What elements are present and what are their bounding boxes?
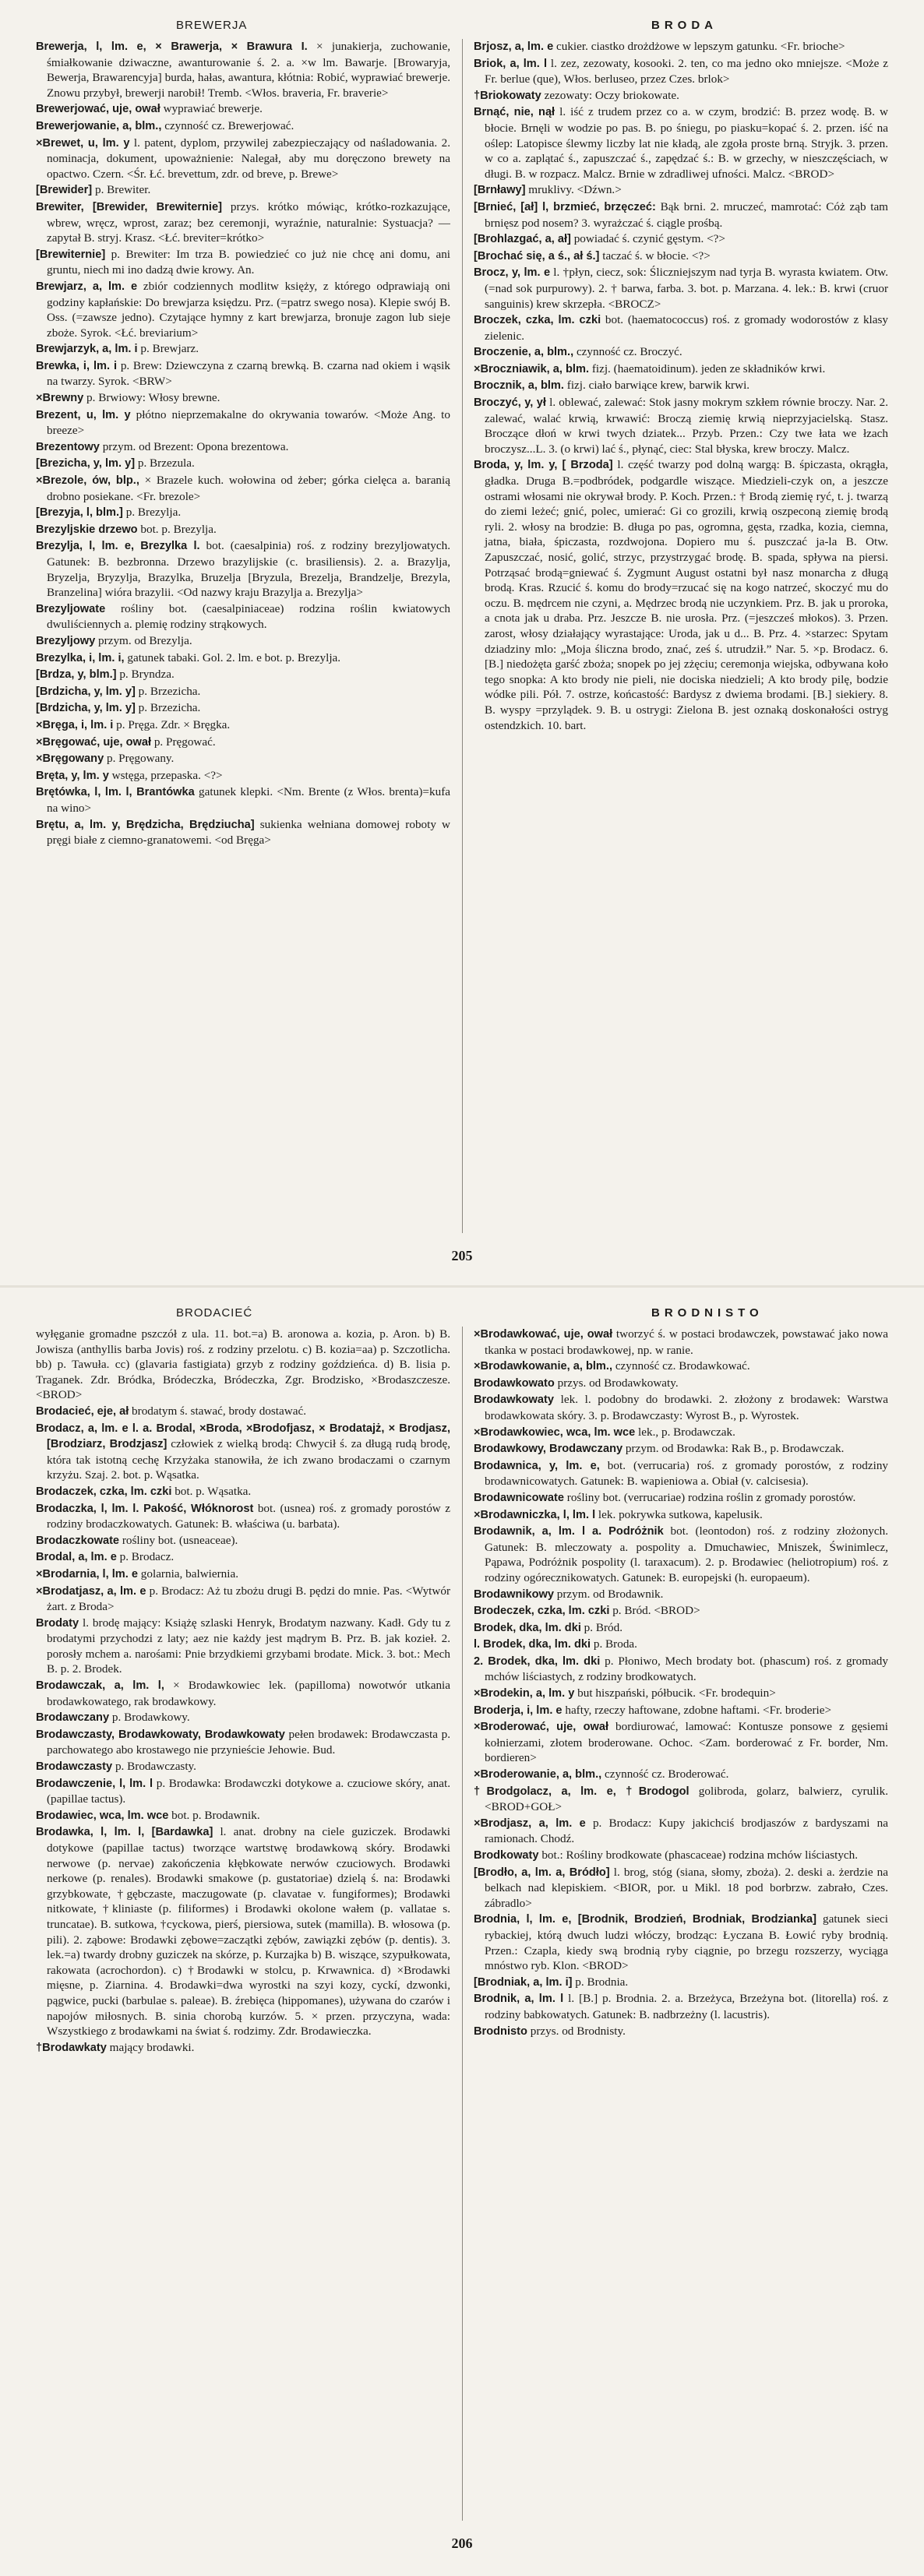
entry-definition: przys. krótko mówiąc, krótko-rozkazujące, wbrew, wręcz, wprost, zaraz; bez ceremonji, wyraźnie, naturalnie: Systuacja? — zapytał B. stryj. Krasz. <Łć. breviter=krótko> bbox=[47, 199, 450, 245]
entry-headword: Broczenie, a, blm., bbox=[474, 346, 574, 359]
entry-definition: zezowaty: Oczy briokowate. bbox=[544, 88, 679, 102]
entry-headword: Brodaczka, l, lm. l. Pakość, Włóknorost bbox=[36, 1502, 254, 1515]
entry-definition: czynność cz. Brodawkować. bbox=[615, 1359, 750, 1373]
entry-definition: l. zez, zezowaty, kosooki. 2. ten, co ma jedno oko mniejsze. <Może z Fr. berlue (que), Włos. berluseo, przez Czes. brlok> bbox=[485, 56, 888, 86]
dictionary-entry bbox=[474, 1686, 888, 1702]
entry-definition: l. [B.] p. Brodnia. 2. a. Brzeżyca, Brzeżyna bot. (litorella) roś. z rodziny babkowatych. Gatunek: B. nadbrzeżny (l. lacustris). bbox=[485, 1992, 888, 2021]
entry-headword: Brodawnicowate bbox=[474, 1491, 564, 1504]
dictionary-entry bbox=[36, 784, 450, 816]
page-number: 205 bbox=[451, 1248, 473, 1263]
entry-definition: tworzyć ś. w postaci brodawczek, powstawać jako nowa tkanka w postaci brodawkowej, np. w ranie. bbox=[485, 1327, 888, 1357]
entry-headword: [Brezicha, y, lm. y] bbox=[36, 457, 136, 470]
entry-headword: ×Brodarnia, l, lm. e bbox=[36, 1567, 138, 1580]
dictionary-entry bbox=[36, 39, 450, 100]
entry-definition: l. brodę mający: Książę szlaski Henryk, Brodatym nazwany. Kadł. Gdy tu z brodatymi przychodzi z laty; aez nie każdy jest mądrym B. Prz. B. jak kozieł. 2. porosły mchem a. narośami: Pnie brzydkiemi grzybami brodate. Mick. 3. bot.: Mech B. p. 2. Brodek. bbox=[47, 1616, 450, 1676]
entry-definition: przym. od Brodawnik. bbox=[556, 1587, 664, 1601]
entry-headword: Briok, a, lm. l bbox=[474, 57, 548, 70]
dictionary-entry bbox=[36, 1566, 450, 1583]
entry-definition: l. †płyn, ciecz, sok: Śliczniejszym nad tyrja B. wyrasta kwiatem. Otw. (=nad sok purpurowy). 2. † barwa, farba. 3. bot. p. Marzana. 4. lek.: B. krwi (cruor sanguinis) krew skrzepła. <BROCZ> bbox=[485, 266, 888, 311]
entry-definition: bot.: Rośliny brodkowate (phascaceae) rodzina mchów liściastych. bbox=[541, 1848, 859, 1862]
entry-headword: ×Brodawniczka, l, lm. l bbox=[474, 1508, 596, 1521]
entry-headword: ×Broderowanie, a, blm., bbox=[474, 1768, 602, 1781]
entry-headword: Brezylka, i, lm. i, bbox=[36, 651, 125, 664]
entry-definition: zbiór codziennych modlitw księży, z którego odprawiają oni godziny kapłańskie: Do brewjarza księdzu. Prz. (=patrz swego nosa). Klepie swój B. Oss. (=zawsze jedno). Czytające hymny z kart brewjarza, bronuje zagon lub sieje zboże. Syrok. <Łć. breviarium> bbox=[47, 279, 450, 340]
dictionary-entry bbox=[474, 1816, 888, 1847]
entry-definition: wyprawiać brewerje. bbox=[163, 102, 263, 116]
entry-definition: p. Płoniwo, Mech brodaty bot. (phascum) roś. z gromady mchów liściastych, z rodziny brodkowatych. bbox=[485, 1654, 888, 1684]
entry-definition: gatunek tabaki. Gol. 2. lm. e bot. p. Brezylja. bbox=[127, 650, 341, 664]
dictionary-entry bbox=[36, 456, 450, 472]
dictionary-entry bbox=[474, 1327, 888, 1358]
dictionary-entry bbox=[474, 378, 888, 394]
entry-definition: p. Brew: Dziewczyna z czarną brewką. B. czarna nad okiem i wąsik na twarzy. Syrok. <BRW> bbox=[47, 358, 450, 389]
dictionary-entry bbox=[474, 1703, 888, 1719]
dictionary-entry bbox=[474, 39, 888, 55]
entry-definition: l. brog, stóg (siana, słomy, zboża). 2. deski a. żerdzie na belkach nad klepiskiem. <BIOR, por. u Mikl. 18 pod borbrzw. zabrało, Czes. zábradlo> bbox=[485, 1865, 888, 1910]
entry-headword: [Brnławy] bbox=[474, 184, 526, 197]
dictionary-entry bbox=[474, 457, 888, 733]
entry-headword: ×Bręgować, uje, ował bbox=[36, 735, 152, 749]
dictionary-entry bbox=[474, 1524, 888, 1585]
entry-definition: p. Brodacz: Kupy jakichciś brodjaszów z bardyszami na ramionach. Chodź. bbox=[485, 1816, 888, 1846]
dictionary-entry bbox=[474, 395, 888, 456]
page-number: 206 bbox=[451, 2535, 473, 2551]
entry-headword: Brodawnik, a, lm. l a. Podróżnik bbox=[474, 1525, 664, 1538]
entry-definition: bot. p. Wąsatka. bbox=[175, 1484, 252, 1498]
entry-definition: p. Pręgować. bbox=[153, 735, 216, 749]
dictionary-entry bbox=[36, 1421, 450, 1483]
dictionary-entry bbox=[474, 361, 888, 378]
entry-headword: Brezyljowate bbox=[36, 602, 106, 615]
dictionary-entry bbox=[36, 182, 450, 199]
entry-headword: ×Brodatjasz, a, lm. e bbox=[36, 1584, 146, 1598]
entry-headword: Brnąć, nie, nął bbox=[474, 106, 555, 119]
entry-headword: Brewiter, [Brewider, Brewiternie] bbox=[36, 200, 222, 213]
dictionary-entry bbox=[36, 700, 450, 717]
entry-definition: powiadać ś. czynić gęstym. <?> bbox=[573, 232, 725, 246]
dictionary-entry bbox=[36, 1533, 450, 1549]
dictionary-entry bbox=[36, 522, 450, 538]
entry-definition: wyłęganie gromadne pszczół z ula. 11. bot.=a) B. aronowa a. kozia, p. Aron. b) B. Jowisza (anthyllis barba Jovis) roś. z rodziny przelotu. c) B. kozia=aa) p. Szczotlicha. bb) p. Tawuła. cc) (glavaria fastigiata) grzyb z rodziny goździeńca. d) B. lisia p. Traganek. Zdr. Bródka, Bródeczka, Bródeczka, Zgr. Brodzisko, ×Brodaszczesze. <BROD> bbox=[36, 1327, 450, 1402]
dictionary-entry bbox=[36, 717, 450, 734]
entry-headword: Brodawczasty bbox=[36, 1760, 113, 1774]
entry-headword: l. Brodek, dka, lm. dki bbox=[474, 1638, 591, 1651]
entry-definition: p. Brodacz. bbox=[119, 1550, 175, 1564]
entry-definition: l. oblewać, zalewać: Stok jasny mokrym szkłem równie broczy. Nar. 2. zalewać, walać krwią, krwawić: Broczą ziemię krwią nieprzyjacielską. Stasz. Broczące dłoń w krwi twych dziatek... Przyb. Przen.: Czy twe łata we łzach broczysz...L. 3. (o krwi) lać ś., płynąć, ciec: Stal błyska, krew broczy. Malcz. bbox=[485, 396, 888, 456]
entry-definition: gatunek klepki. <Nm. Brente (z Włos. brenta)=kufa na wino> bbox=[47, 785, 450, 815]
entry-headword: Broczek, czka, lm. czki bbox=[474, 314, 601, 327]
entry-definition: p. Brodnia. bbox=[575, 1975, 629, 1989]
entry-definition: but hiszpański, półbucik. <Fr. brodequin> bbox=[577, 1686, 776, 1700]
entry-definition: mruklivy. <Dźwn.> bbox=[528, 183, 622, 197]
dictionary-entry bbox=[36, 768, 450, 784]
entry-headword: †Brodgolacz, a, lm. e, †Brodogol bbox=[474, 1785, 689, 1798]
entry-headword: Brodkowaty bbox=[474, 1849, 539, 1862]
entry-headword: [Brewider] bbox=[36, 184, 93, 197]
entry-headword: Brewka, i, lm. i bbox=[36, 359, 118, 372]
dictionary-entry bbox=[36, 1710, 450, 1726]
entry-definition: człowiek z wielką brodą: Chwycił ś. za długą rudą brodę, która tak istotną cechę Krzyżaka stanowiła, że ich zwano brodaczami o czarnym krzyżu. Szaj. 2. bot. p. Wąsatka. bbox=[47, 1437, 450, 1482]
running-head-right: BRODNISTO bbox=[651, 1306, 764, 1320]
dictionary-entry bbox=[36, 1404, 450, 1420]
entry-headword: ×Broczniawik, a, blm. bbox=[474, 362, 590, 375]
dictionary-entry bbox=[474, 1991, 888, 2022]
entry-definition: l. patent, dyplom, przywilej zabezpieczający od naśladowania. 2. nominacja, dokument, upoważnienie: Nalegał, aby mu doręczono brewety na opactwo. Czern. <Śr. Łć. brevettum, zdr. od breve, p. Brewe> bbox=[47, 136, 450, 181]
right-column bbox=[474, 39, 888, 1233]
entry-headword: Brodawkowy, Brodawczany bbox=[474, 1443, 623, 1456]
entry-definition: sukienka wełniana domowej roboty w pręgi białe z ciemno-granatowemi. <od Bręga> bbox=[47, 817, 450, 848]
entry-headword: Brodaczek, czka, lm. czki bbox=[36, 1485, 172, 1498]
entry-headword: ×Brodjasz, a, lm. e bbox=[474, 1817, 586, 1830]
entry-headword: Brezyljowy bbox=[36, 634, 96, 647]
entry-definition: przys. od Brodawkowaty. bbox=[557, 1376, 679, 1390]
entry-definition: × Brodawkowiec lek. (papilloma) nowotwór utkania brodawkowatego, rak brodawkowy. bbox=[47, 1679, 450, 1708]
entry-definition: rośliny bot. (caesalpiniaceae) rodzina roślin kwiatowych dwuliściennych a. plemię rodziny strąkowych. bbox=[47, 601, 450, 632]
entry-headword: ×Brodawkowanie, a, blm., bbox=[474, 1360, 613, 1373]
entry-headword: Brezent, u, lm. y bbox=[36, 408, 131, 421]
entry-definition: czynność cz. Broderować. bbox=[605, 1767, 729, 1781]
entry-headword: Brewerjowanie, a, blm., bbox=[36, 119, 162, 132]
entry-headword: Brodacz, a, lm. e l. a. Brodal, ×Broda, ×Brodofjasz, × Brodatajż, × Brodjasz, [Brodziarz, Brodzjasz] bbox=[36, 1422, 450, 1451]
entry-headword: Brodawczenie, l, lm. l bbox=[36, 1777, 153, 1790]
entry-headword: Brodawczany bbox=[36, 1711, 110, 1725]
dictionary-entry bbox=[474, 1637, 888, 1653]
entry-headword: Brodnik, a, lm. l bbox=[474, 1993, 564, 2006]
dictionary-entry bbox=[474, 1587, 888, 1603]
dictionary-entry bbox=[36, 1584, 450, 1615]
left-column bbox=[36, 39, 450, 1233]
dictionary-entry bbox=[474, 1441, 888, 1457]
entry-headword: [Brdza, y, blm.] bbox=[36, 668, 117, 682]
entry-headword: Brezyljskie drzewo bbox=[36, 523, 138, 536]
entry-headword: Brodaty bbox=[36, 1616, 79, 1630]
entry-definition: taczać ś. w błocie. <?> bbox=[602, 248, 711, 263]
entry-headword: Brezylja, l, lm. e, Brezylka l. bbox=[36, 540, 200, 553]
column-divider bbox=[462, 39, 463, 1233]
entry-headword: [Brezyja, l, blm.] bbox=[36, 506, 123, 520]
entry-headword: [Brnieć, [ał] l, brzmieć, brzęczeć: bbox=[474, 200, 656, 213]
entry-headword: ×Brodawkować, uje, ował bbox=[474, 1328, 613, 1341]
entry-headword: Brodawiec, wca, lm. wce bbox=[36, 1809, 169, 1822]
dictionary-entry bbox=[474, 1507, 888, 1524]
entry-definition: p. Brewjarz. bbox=[140, 342, 199, 356]
entry-headword: Brodeczek, czka, lm. czki bbox=[474, 1605, 610, 1618]
entry-definition: cukier. ciastko drożdżowe w lepszym gatunku. <Fr. brioche> bbox=[556, 40, 845, 53]
dictionary-entry bbox=[474, 312, 888, 344]
entry-headword: Brętówka, l, lm. l, Brantówka bbox=[36, 786, 195, 799]
dictionary-entry bbox=[36, 1501, 450, 1532]
entry-headword: Brodnisto bbox=[474, 2025, 527, 2038]
entry-definition: rośliny bot. (usneaceae). bbox=[122, 1533, 238, 1547]
entry-headword: Brewerja, l, lm. e, × Brawerja, × Brawura I. bbox=[36, 41, 308, 53]
entry-headword: ×Brewny bbox=[36, 392, 84, 405]
dictionary-entry bbox=[36, 735, 450, 751]
entry-headword: Brodawnikowy bbox=[474, 1588, 554, 1601]
dictionary-entry bbox=[474, 1767, 888, 1783]
dictionary-entry bbox=[474, 248, 888, 265]
entry-headword: ×Broderować, uje, ował bbox=[474, 1721, 609, 1734]
entry-definition: płótno nieprzemakalne do okrywania towarów. <Może Ang. to breeze> bbox=[47, 407, 450, 438]
entry-definition: bot. (haematococcus) roś. z gromady wodorostów z klasy zielenic. bbox=[485, 313, 888, 343]
dictionary-entry bbox=[36, 199, 450, 246]
entry-definition: hafty, rzeczy haftowane, zdobne haftami. <Fr. broderie> bbox=[565, 1703, 832, 1717]
dictionary-entry bbox=[36, 2040, 450, 2056]
entry-headword: ×Brodawkowiec, wca, lm. wce bbox=[474, 1425, 636, 1439]
left-column bbox=[36, 1327, 450, 2521]
entry-definition: czynność cz. Broczyć. bbox=[576, 345, 682, 359]
entry-definition: p. Brodawkowy. bbox=[111, 1711, 190, 1725]
entry-definition: p. Brzezicha. bbox=[138, 684, 201, 698]
dictionary-entry bbox=[474, 104, 888, 181]
page-columns bbox=[36, 39, 888, 1233]
entry-definition: czynność cz. Brewerjować. bbox=[164, 118, 294, 132]
entry-definition: bot. p. Brodawnik. bbox=[171, 1808, 260, 1822]
dictionary-entry bbox=[474, 1458, 888, 1489]
entry-headword: Broderja, i, lm. e bbox=[474, 1704, 563, 1717]
dictionary-entry bbox=[36, 118, 450, 135]
entry-definition: l. iść z trudem przez co a. w czym, brodzić: B. przez wodę. B. w błocie. Brnęli w wodzie po pas. B. po śniegu, po piasku=kopać ś. 2. przen. iść na oślep: Latopisce ślewmy liczby lat nie kładą, ale zgoła proste brną. Stryjk. 3. przen. w co a. zaplątać ś., zapuszczać ś., zapędzać ś.: B. w grzechy, w nieszczęściach, w długi. B. w rozpacz. Malcz. Brnie w zdradliwej ufności. Malcz. <BROD> bbox=[485, 105, 888, 181]
entry-headword: Brezentowy bbox=[36, 440, 100, 453]
entry-headword: Brodawkowato bbox=[474, 1376, 555, 1390]
entry-definition: rośliny bot. (verrucariae) rodzina roślin z gromady porostów. bbox=[566, 1490, 856, 1504]
dictionary-entry bbox=[36, 633, 450, 650]
entry-headword: Brewerjować, uje, ował bbox=[36, 103, 160, 116]
dictionary-entry bbox=[474, 1425, 888, 1441]
dictionary-entry bbox=[36, 684, 450, 700]
entry-definition: brodatym ś. stawać, brody dostawać. bbox=[132, 1404, 307, 1418]
entry-definition: fizj. (haematoidinum). jeden ze składników krwi. bbox=[591, 361, 826, 375]
entry-headword: Brewjarzyk, a, lm. i bbox=[36, 343, 138, 356]
dictionary-entry bbox=[36, 1327, 450, 1403]
entry-definition: przym. od Brezylja. bbox=[98, 633, 192, 647]
entry-definition: p. Brzezicha. bbox=[138, 701, 201, 715]
dictionary-entry bbox=[474, 1620, 888, 1637]
entry-headword: Brętu, a, lm. y, Brędzicha, Brędziucha] bbox=[36, 818, 255, 831]
dictionary-entry bbox=[474, 1975, 888, 1991]
dictionary-entry bbox=[36, 473, 450, 504]
dictionary-entry bbox=[36, 279, 450, 340]
entry-headword: Brodnia, l, lm. e, [Brodnik, Brodzień, Brodniak, Brodzianka] bbox=[474, 1913, 816, 1926]
entry-definition: × junakierja, zuchowanie, śmiałkowanie dziwaczne, awanturowanie ś. 2. a. ×w lm. Bawarje. [Browaryja, Bewerja, Brawarencyja] burda, hałas, awantura, kłótnia: Robić, wyprawiać brewerje. Znowu przybył, brewerji narobił! Tremb. <Włos. braveria, Fr. braverie> bbox=[47, 40, 450, 100]
dictionary-entry bbox=[36, 505, 450, 521]
entry-definition: fizj. ciało barwiące krew, barwik krwi. bbox=[566, 379, 750, 393]
dictionary-entry bbox=[474, 182, 888, 199]
dictionary-entry bbox=[474, 265, 888, 312]
dictionary-entry bbox=[36, 1727, 450, 1758]
dictionary-entry bbox=[36, 601, 450, 633]
entry-definition: bot. (leontodon) roś. z rodziny złożonych. Gatunek: B. mleczowaty a. pospolity a. Dmuchawiec, Mniszek, Świnimlecz, Pąpawa, Podróżnik pospolity (l. taraxacum). 2. p. Brodawiec (heliotropium) roś. z rodziny ogórecznikowatych. Gatunek: B. europejski (h. europaeum). bbox=[485, 1524, 888, 1584]
entry-definition: l. anat. drobny na ciele guziczek. Brodawki dotykowe (papillae tactus) tworzące wartstwę brodawkową skóry. Brodawki nerwowe (p. nervae) zakończenia kłębkowate nerwów czuciowych. Brodawki nerkowe (p. renales). Brodawki smakowe (p. gustatoriae) dzielą ś. na: Brodawki grzybkowate, †gębczaste, maczugowate (p. clavatae v. fungiformes); Brodawki nitkowate, †kliniaste (p. filiformes) i Brodawki okolone wałem (p. vallatae s. truncatae). B. sutkowa, †cyckowa, pierś, piersiowa, sutek (mamilla). B. włosowa (p. pili). 2. ząbowe: Brodawki zębowe=zaczątki zębów, zawiązki zębów (p. dentis). 3. lek.=a) twardy drobny guziczek na skórze, p. Kurzajka b) B. wiszące, szypułkowata, rakowata (acrochordon). c) †Brodawki w stolcu, p. Krwawnica. d) ×Brodawki mięsne, p. Ziarnina. 4. Brodawki=dwa wyrostki na szyi kozy, cyckí, dzwonki, pągwice, pucki (barbulae s. paleae). B. źrebięca (hippomanes), używana do czarów i napojów miłosnych. B. sinia chorobą kurzów. 5. × przen. przyczyna, wada: Wszystkiego z brodawkami na świat ś. rodzimy. Zdr. Brodawieczka. bbox=[47, 1825, 450, 2039]
entry-headword: ×Bręgowany bbox=[36, 752, 104, 766]
entry-headword: Broczyć, y, ył bbox=[474, 396, 546, 410]
dictionary-entry bbox=[36, 1759, 450, 1775]
dictionary-entry bbox=[36, 101, 450, 118]
entry-headword: [Brdzicha, y, lm. y] bbox=[36, 702, 136, 715]
entry-headword: Broda, y, lm. y, [ Brzoda] bbox=[474, 459, 613, 472]
entry-headword: Brodawnica, y, lm. e, bbox=[474, 1459, 600, 1472]
page-columns bbox=[36, 1327, 888, 2521]
dictionary-entry bbox=[36, 439, 450, 456]
entry-definition: przym. od Brezent: Opona brezentowa. bbox=[102, 439, 289, 453]
entry-definition: golarnia, balwiernia. bbox=[140, 1566, 239, 1580]
dictionary-entry bbox=[474, 56, 888, 87]
dictionary-entry bbox=[36, 650, 450, 667]
entry-definition: pełen brodawek: Brodawczasta p. parchowatego abo krostawego nie przynieście Jehowie. Bud. bbox=[47, 1727, 450, 1757]
entry-definition: bot. (usnea) roś. z gromady porostów z rodziny brodaczkowatych. Gatunek: B. właściwa (u. barbata). bbox=[47, 1501, 450, 1531]
dictionary-entry bbox=[36, 1808, 450, 1824]
dictionary-entry bbox=[36, 1678, 450, 1709]
dictionary-entry bbox=[36, 1616, 450, 1677]
entry-definition: p. Brodacz: Aż tu zbożu drugi B. pędzi do mnie. Pas. <Wytwór żart. z Broda> bbox=[47, 1584, 450, 1614]
dictionary-entry bbox=[36, 341, 450, 358]
entry-headword: [Brewiternie] bbox=[36, 248, 106, 261]
dictionary-entry bbox=[474, 1392, 888, 1423]
entry-headword: Brodawkowaty bbox=[474, 1394, 554, 1407]
entry-headword: Brodawczak, a, lm. l, bbox=[36, 1679, 164, 1693]
dictionary-entry bbox=[36, 538, 450, 600]
entry-definition: l. część twarzy pod dolną wargą: B. śpiczasta, okrągła, gładka. Druga B.=podbródek, podgardle wiszące. Miedzieli-czyk on, a jeszcze ostrami włosami nie okrywał brody. P. Koch. Przen.: † Brodą ziemię ryć, t. j. twarzą do ziemi leżeć; gnić, polec, umierać: Gi co grozili, krwią oszpeconą ziemię brodą ryli. 2. włosy na brodzie: B. długa po pas, ogromna, gęsta, rzadka, kozia, ciemna, jatna, biała, śpiczasta, rozdwojona. Dopiero mu ś. puszczać ja-la B. Otw. Zapuszczać, nosić, golić, strzyc, przystrzygać brodę. B. spada, spływa na piersi. Potrząsać brodą=gniewać ś. Zygmunt August ostatni był nasz monarcha z długą brodą. Kras. Rzucić ś. komu do brody=rzucać się na kogo natrzeć, skoczyć mu do oczu. B. mędrcem nie czyni, a. Mędrzec brodą nie uczynkiem. Prz. B. jak u proroka, a cnota jak u draba. Prz. Jeszcze B. nie urosła. Prz. (=jeszcześ młokos). 3. Przen. zarost, włosy działający wyrastające: Uroda, jak u d... B. Prz. 4. ×starzec: Spytam dziadziny mlo: „Moja śliczna brodo, znać, ześ ś. utrudził.” Nar. 5. ×p. Brodacz. 6. [B.] niedożęta garść zboża; snopek po jej zżęciu; ceremonja wiejska, odbywana koło tego snopka: A kto brody nie pieli, nie dociska niedzieli; A kto brody pilę, bodzie wódke pili. Pół. 7. ostrze, końcastość: Bardysz z dwiema brodami. [B.] siekiery. 8. B. wyspy =przylądek. 9. B. u ostrygi: Zielona B. jest oznaką doskonałości ostryg ostendzkich. 10. bart. bbox=[485, 458, 888, 732]
dictionary-entry bbox=[36, 1484, 450, 1500]
entry-definition: gatunek sieci rybackiej, którą dwuch ludzi włóczy, brodząc: Łyczana B. Łowić ryby brodnią. Przen.: Czapla, kiedy swą brodnią ryby ciągnie, po brzegu rozszerzy, wyciąga mnóstwo ryb. Klon. <BROD> bbox=[485, 1912, 888, 1973]
dictionary-entry bbox=[474, 1912, 888, 1973]
dictionary-entry bbox=[36, 1776, 450, 1807]
entry-headword: Brodek, dka, lm. dki bbox=[474, 1621, 581, 1634]
dictionary-entry bbox=[474, 1719, 888, 1766]
entry-headword: 2. Brodek, dka, lm. dki bbox=[474, 1654, 601, 1668]
entry-headword: [Brodniak, a, lm. i] bbox=[474, 1975, 573, 1989]
dictionary-entry bbox=[474, 88, 888, 104]
entry-definition: p. Broda. bbox=[593, 1637, 637, 1651]
dictionary-entry bbox=[474, 231, 888, 248]
entry-headword: Bręta, y, lm. y bbox=[36, 769, 109, 782]
dictionary-entry bbox=[474, 1865, 888, 1912]
entry-definition: przym. od Brodawka: Rak B., p. Brodawczak. bbox=[625, 1442, 845, 1456]
entry-definition: bot. p. Brezylja. bbox=[140, 522, 217, 536]
entry-headword: Brocznik, a, blm. bbox=[474, 379, 564, 393]
entry-definition: p. Brewiter. bbox=[94, 183, 151, 197]
dictionary-entry bbox=[474, 1654, 888, 1685]
entry-definition: lek. pokrywka sutkowa, kapelusik. bbox=[598, 1507, 763, 1521]
entry-definition: × Brazele kuch. wołowina od żeber; górka cielęca a. baranią drobno posiekane. <Fr. brezole> bbox=[47, 474, 450, 503]
dictionary-entry bbox=[36, 817, 450, 848]
dictionary-entry bbox=[36, 751, 450, 767]
entry-definition: bot. (caesalpinia) roś. z rodziny brezyljowatych. Gatunek: B. bezbronna. Drzewo brazylijskie (c. brasiliensis). 2. a. Brazylja, Bryzelja, Bryzylja, Brazylka, Bruzelja [Bryzula, Brezelja, Brandzelje, Brezyla, Branzelina] wióra brazylii. <Od nazwy kraju Brazylja a. Brezylja> bbox=[47, 539, 450, 600]
entry-definition: p. Brodawczasty. bbox=[115, 1760, 196, 1774]
entry-definition: golibroda, golarz, balwierz, cyrulik. <BROD+GOŁ> bbox=[485, 1784, 888, 1814]
entry-definition: p. Bryndza. bbox=[119, 668, 175, 682]
entry-definition: p. Brewiter: Im trza B. powiedzieć co już nie chcę ani domu, ani gruntu, niech mi ino dadzą dwie krowy. An. bbox=[47, 247, 450, 277]
entry-headword: †Brodawkaty bbox=[36, 2041, 107, 2054]
entry-definition: wstęga, przepaska. <?> bbox=[111, 768, 223, 782]
entry-headword: [Brochać się, a ś., ał ś.] bbox=[474, 249, 600, 263]
entry-headword: [Brodło, a, lm. a, Bródło] bbox=[474, 1866, 610, 1879]
dictionary-page-206 bbox=[0, 1288, 924, 2575]
running-head-right: BRODA bbox=[651, 19, 718, 32]
entry-headword: ×Brezole, ów, blp., bbox=[36, 474, 139, 488]
dictionary-entry bbox=[474, 1784, 888, 1815]
entry-definition: bordiurować, lamować: Kontusze ponsowe z gęsiemi kołnierzami, złotem broderowane. Ochoc. <Zam. borderować z Fr. border, Nm. bordieren> bbox=[485, 1720, 888, 1765]
dictionary-entry bbox=[36, 358, 450, 389]
dictionary-entry bbox=[474, 2024, 888, 2040]
dictionary-entry bbox=[474, 1376, 888, 1392]
entry-headword: ×Brodekin, a, lm. y bbox=[474, 1687, 575, 1700]
entry-definition: p. Brodawka: Brodawczki dotykowe a. czuciowe skóry, anat. (papillae tactus). bbox=[47, 1776, 450, 1806]
dictionary-entry bbox=[474, 199, 888, 231]
dictionary-entry bbox=[474, 1490, 888, 1506]
entry-definition: p. Bród. bbox=[584, 1620, 623, 1634]
dictionary-entry bbox=[36, 136, 450, 182]
dictionary-entry bbox=[36, 667, 450, 683]
dictionary-entry bbox=[36, 390, 450, 407]
entry-headword: Brjosz, a, lm. e bbox=[474, 41, 554, 53]
entry-definition: p. Pręgowany. bbox=[106, 752, 175, 766]
entry-headword: [Brohlazgać, a, ał] bbox=[474, 233, 571, 246]
entry-headword: ×Bręga, i, lm. i bbox=[36, 718, 114, 731]
dictionary-entry bbox=[474, 1848, 888, 1864]
running-head-left: BREWERJA bbox=[176, 19, 248, 32]
entry-definition: mający brodawki. bbox=[109, 2040, 195, 2054]
column-divider bbox=[462, 1327, 463, 2521]
dictionary-entry bbox=[474, 1358, 888, 1375]
entry-definition: lek., p. Brodawczak. bbox=[638, 1425, 735, 1439]
entry-headword: [Brdzicha, y, lm. y] bbox=[36, 685, 136, 698]
dictionary-entry bbox=[36, 247, 450, 278]
entry-definition: bot. (verrucaria) roś. z gromady porostów, z rodziny brodawnicowatych. Gatunek: B. wapieniowa a. Obiał (v. calcisesia). bbox=[485, 1458, 888, 1489]
right-column bbox=[474, 1327, 888, 2521]
dictionary-entry bbox=[36, 1549, 450, 1566]
dictionary-entry bbox=[474, 344, 888, 361]
entry-headword: Brodaczkowate bbox=[36, 1534, 120, 1547]
entry-definition: p. Brwiowy: Włosy brewne. bbox=[86, 391, 220, 405]
entry-headword: Brodawczasty, Brodawkowaty, Brodawkowaty bbox=[36, 1728, 285, 1741]
entry-definition: p. Pręga. Zdr. × Bręgka. bbox=[116, 717, 231, 731]
entry-headword: Brodawka, l, lm. l, [Bardawka] bbox=[36, 1826, 213, 1839]
running-head-left: BRODACIEĆ bbox=[176, 1306, 253, 1320]
entry-definition: Bąk brni. 2. mruczeć, mamrotać: Cóż ząb tam brnięsz pod nosem? 3. wyrażczać ś. ciągle prośbą. bbox=[485, 199, 888, 230]
entry-headword: Brodal, a, lm. e bbox=[36, 1551, 117, 1564]
dictionary-entry bbox=[474, 1603, 888, 1619]
entry-definition: p. Bród. <BROD> bbox=[612, 1604, 700, 1618]
entry-headword: Brocz, y, lm. e bbox=[474, 266, 551, 280]
dictionary-entry bbox=[36, 1824, 450, 2039]
entry-headword: Brodacieć, eje, ał bbox=[36, 1404, 129, 1418]
entry-headword: †Briokowaty bbox=[474, 89, 541, 102]
entry-headword: Brewjarz, a, lm. e bbox=[36, 280, 138, 293]
entry-definition: przys. od Brodnisty. bbox=[530, 2024, 626, 2038]
entry-definition: p. Brzezula. bbox=[137, 456, 195, 470]
entry-definition: p. Brezylja. bbox=[125, 506, 182, 520]
entry-headword: ×Brewet, u, lm. y bbox=[36, 136, 130, 150]
entry-definition: lek. l. podobny do brodawki. 2. złożony z brodawek: Warstwa brodawkowata skóry. 3. p. Brodawczasty: Wyrost B., p. Wyrostek. bbox=[485, 1393, 888, 1422]
dictionary-entry bbox=[36, 407, 450, 439]
